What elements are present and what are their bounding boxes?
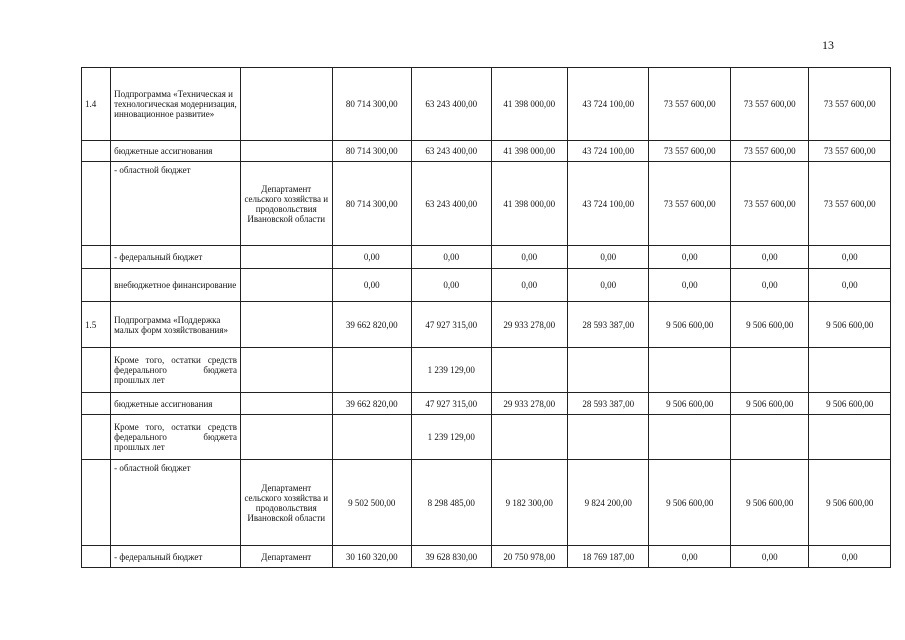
value-cell: 73 557 600,00 [730,68,808,141]
value-cell: 80 714 300,00 [332,141,411,162]
value-cell [730,348,808,393]
value-cell: 73 557 600,00 [649,141,731,162]
value-cell: 9 506 600,00 [730,302,808,348]
value-cell [809,348,891,393]
value-cell: 73 557 600,00 [649,162,731,246]
value-cell: 0,00 [567,246,649,269]
value-cell: 73 557 600,00 [809,162,891,246]
value-cell: 80 714 300,00 [332,68,411,141]
row-name: Кроме того, остатки средств федерального бюджета прошлых лет [111,415,241,460]
value-cell: 20 750 978,00 [491,546,567,568]
value-cell [491,348,567,393]
value-cell: 39 662 820,00 [332,302,411,348]
page-number: 13 [822,38,834,52]
row-name: Кроме того, остатки средств федерального бюджета прошлых лет [111,348,241,393]
row-name: - областной бюджет [111,162,241,246]
row-executor: Департамент [240,546,332,568]
value-cell: 47 927 315,00 [412,302,491,348]
value-cell [730,415,808,460]
value-cell: 43 724 100,00 [567,68,649,141]
row-name: Подпрограмма «Поддержка малых форм хозяйствования» [111,302,241,348]
value-cell: 0,00 [649,546,731,568]
value-cell: 9 182 300,00 [491,460,567,546]
value-cell: 73 557 600,00 [649,68,731,141]
row-name: - федеральный бюджет [111,246,241,269]
row-executor [240,302,332,348]
value-cell: 29 933 278,00 [491,302,567,348]
value-cell: 9 824 200,00 [567,460,649,546]
value-cell [332,348,411,393]
value-cell [567,415,649,460]
value-cell [649,348,731,393]
row-name: - федеральный бюджет [111,546,241,568]
table-row [82,460,891,546]
value-cell: 39 662 820,00 [332,393,411,415]
value-cell: 1 239 129,00 [412,415,491,460]
value-cell: 73 557 600,00 [809,68,891,141]
table-row [82,162,891,246]
value-cell [649,415,731,460]
row-number [82,141,111,162]
value-cell: 30 160 320,00 [332,546,411,568]
row-name: бюджетные ассигнования [111,393,241,415]
value-cell [332,415,411,460]
row-name: внебюджетное финансирование [111,269,241,302]
value-cell: 41 398 000,00 [491,141,567,162]
value-cell: 0,00 [809,546,891,568]
table-row [82,141,891,162]
value-cell: 9 506 600,00 [649,393,731,415]
table-row [82,68,891,141]
value-cell: 0,00 [730,246,808,269]
value-cell: 0,00 [332,269,411,302]
value-cell [809,415,891,460]
table-row [82,302,891,348]
row-name: Подпрограмма «Техническая и технологическая модернизация, инновационное развитие» [111,68,241,141]
row-executor: Департамент сельского хозяйства и продовольствия Ивановской области [240,162,332,246]
row-executor [240,269,332,302]
value-cell: 39 628 830,00 [412,546,491,568]
row-executor [240,141,332,162]
value-cell: 47 927 315,00 [412,393,491,415]
value-cell: 18 769 187,00 [567,546,649,568]
value-cell: 0,00 [567,269,649,302]
row-number [82,546,111,568]
row-number: 1.5 [82,302,111,348]
budget-table [81,67,891,568]
value-cell: 9 506 600,00 [730,460,808,546]
value-cell: 63 243 400,00 [412,162,491,246]
table-row [82,393,891,415]
value-cell: 9 502 500,00 [332,460,411,546]
row-number [82,269,111,302]
table-row [82,348,891,393]
value-cell: 9 506 600,00 [809,393,891,415]
value-cell: 0,00 [412,269,491,302]
table-row [82,415,891,460]
row-number [82,348,111,393]
value-cell: 73 557 600,00 [730,141,808,162]
value-cell: 0,00 [412,246,491,269]
row-executor: Департамент сельского хозяйства и продовольствия Ивановской области [240,460,332,546]
row-number [82,246,111,269]
value-cell: 1 239 129,00 [412,348,491,393]
value-cell: 28 593 387,00 [567,302,649,348]
row-number [82,460,111,546]
value-cell: 9 506 600,00 [649,460,731,546]
value-cell: 0,00 [809,246,891,269]
value-cell: 41 398 000,00 [491,162,567,246]
value-cell: 73 557 600,00 [730,162,808,246]
value-cell: 0,00 [332,246,411,269]
value-cell: 0,00 [730,546,808,568]
row-executor [240,246,332,269]
value-cell: 29 933 278,00 [491,393,567,415]
value-cell: 43 724 100,00 [567,141,649,162]
row-executor [240,415,332,460]
row-number [82,393,111,415]
value-cell: 8 298 485,00 [412,460,491,546]
value-cell: 28 593 387,00 [567,393,649,415]
value-cell: 9 506 600,00 [809,460,891,546]
value-cell: 0,00 [730,269,808,302]
row-executor [240,68,332,141]
value-cell: 73 557 600,00 [809,141,891,162]
value-cell: 41 398 000,00 [491,68,567,141]
value-cell: 63 243 400,00 [412,68,491,141]
table-row [82,246,891,269]
row-executor [240,393,332,415]
row-number [82,162,111,246]
value-cell: 43 724 100,00 [567,162,649,246]
row-executor [240,348,332,393]
value-cell: 0,00 [491,246,567,269]
table-row [82,269,891,302]
value-cell: 9 506 600,00 [649,302,731,348]
value-cell: 9 506 600,00 [730,393,808,415]
value-cell: 0,00 [649,246,731,269]
row-name: бюджетные ассигнования [111,141,241,162]
value-cell: 9 506 600,00 [809,302,891,348]
value-cell [491,415,567,460]
value-cell: 0,00 [809,269,891,302]
row-number: 1.4 [82,68,111,141]
value-cell [567,348,649,393]
row-number [82,415,111,460]
value-cell: 63 243 400,00 [412,141,491,162]
value-cell: 0,00 [491,269,567,302]
value-cell: 0,00 [649,269,731,302]
table-row [82,546,891,568]
row-name: - областной бюджет [111,460,241,546]
value-cell: 80 714 300,00 [332,162,411,246]
